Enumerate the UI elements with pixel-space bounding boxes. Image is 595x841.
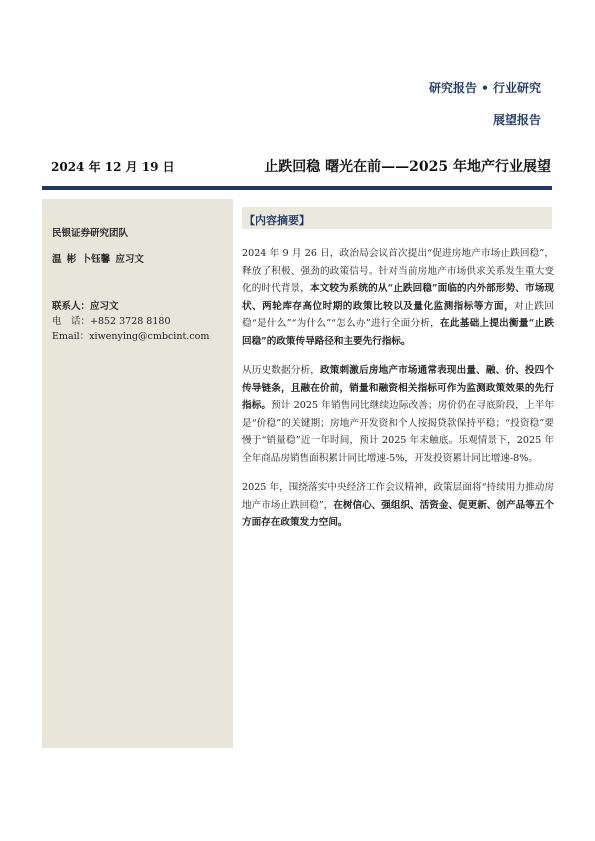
- contact-person: 联系人：应习文: [52, 301, 119, 312]
- header-divider: [42, 186, 552, 190]
- research-team: 民银证券研究团队: [52, 228, 129, 239]
- p1-text-a: 2024 年 9 月 26 日，政治局会议首次提出“促进房地产市场止跌回稳”，释放了积极、强劲的政策信号。针对当前房地产市场供求关系发生重大变化的时代背景，: [242, 248, 554, 294]
- p1-text-c: 对止跌回稳“是什么”“为什么”“怎么办”进行全面分析，: [242, 300, 555, 329]
- report-type: 展望报告: [492, 113, 541, 127]
- summary-paragraph-2: [242, 362, 554, 467]
- summary-paragraph-3: [242, 479, 554, 532]
- p1-bold-b: 本文较为系统的从“止跌回稳”面临的内外部形势、市场现状、两轮库存高位时期的政策比较以及量化监测指标等方面，: [242, 283, 554, 312]
- report-title: 止跌回稳 曙光在前——2025 年地产行业展望: [264, 159, 551, 175]
- p2-text-c: 预计 2025 年销售同比继续边际改善；房价仍在寻底阶段，上半年是“价稳”的关键期；房地产开发资和个人按揭贷款保持平稳；“投资稳”要慢于“销量稳”近一年时间，预计 2025 年末触底。乐观情景下，2025 年全年商品房销售面积累计同比增速-5%，开发投资累计同比增速-8%。: [242, 400, 554, 464]
- summary-paragraph-1: [242, 245, 554, 350]
- summary-heading: 【内容摘要】: [244, 214, 310, 227]
- p3-text-a: 2025 年，围绕落实中央经济工作会议精神，政策层面将“持续用力推动房地产市场止跌回稳”，: [242, 482, 554, 511]
- p3-bold-b: 在树信心、强组织、活资金、促更新、创产品等五个方面存在政策发力空间。: [242, 499, 555, 528]
- summary-body: [242, 245, 554, 544]
- contact-phone: 电 话：+852 3728 8180: [52, 316, 171, 327]
- contact-email: Email：xiwenying@cmbcint.com: [52, 331, 210, 342]
- author-list: 温 彬 卜钰馨 应习文: [52, 254, 144, 265]
- p2-bold-b: 政策刺激后房地产市场通常表现出量、融、价、投四个传导链条，且融在价前，销量和融资相关指标可作为监测政策效果的先行指标。: [242, 365, 555, 411]
- author-sidebar: [42, 199, 233, 748]
- report-category: 研究报告 • 行业研究: [428, 81, 541, 95]
- report-date: 2024 年 12 月 19 日: [51, 160, 175, 174]
- p1-bold-d: 在此基础上提出衡量“止跌回稳”的政策传导路径和主要先行指标。: [242, 318, 554, 347]
- p2-text-a: 从历史数据分析，: [242, 365, 321, 376]
